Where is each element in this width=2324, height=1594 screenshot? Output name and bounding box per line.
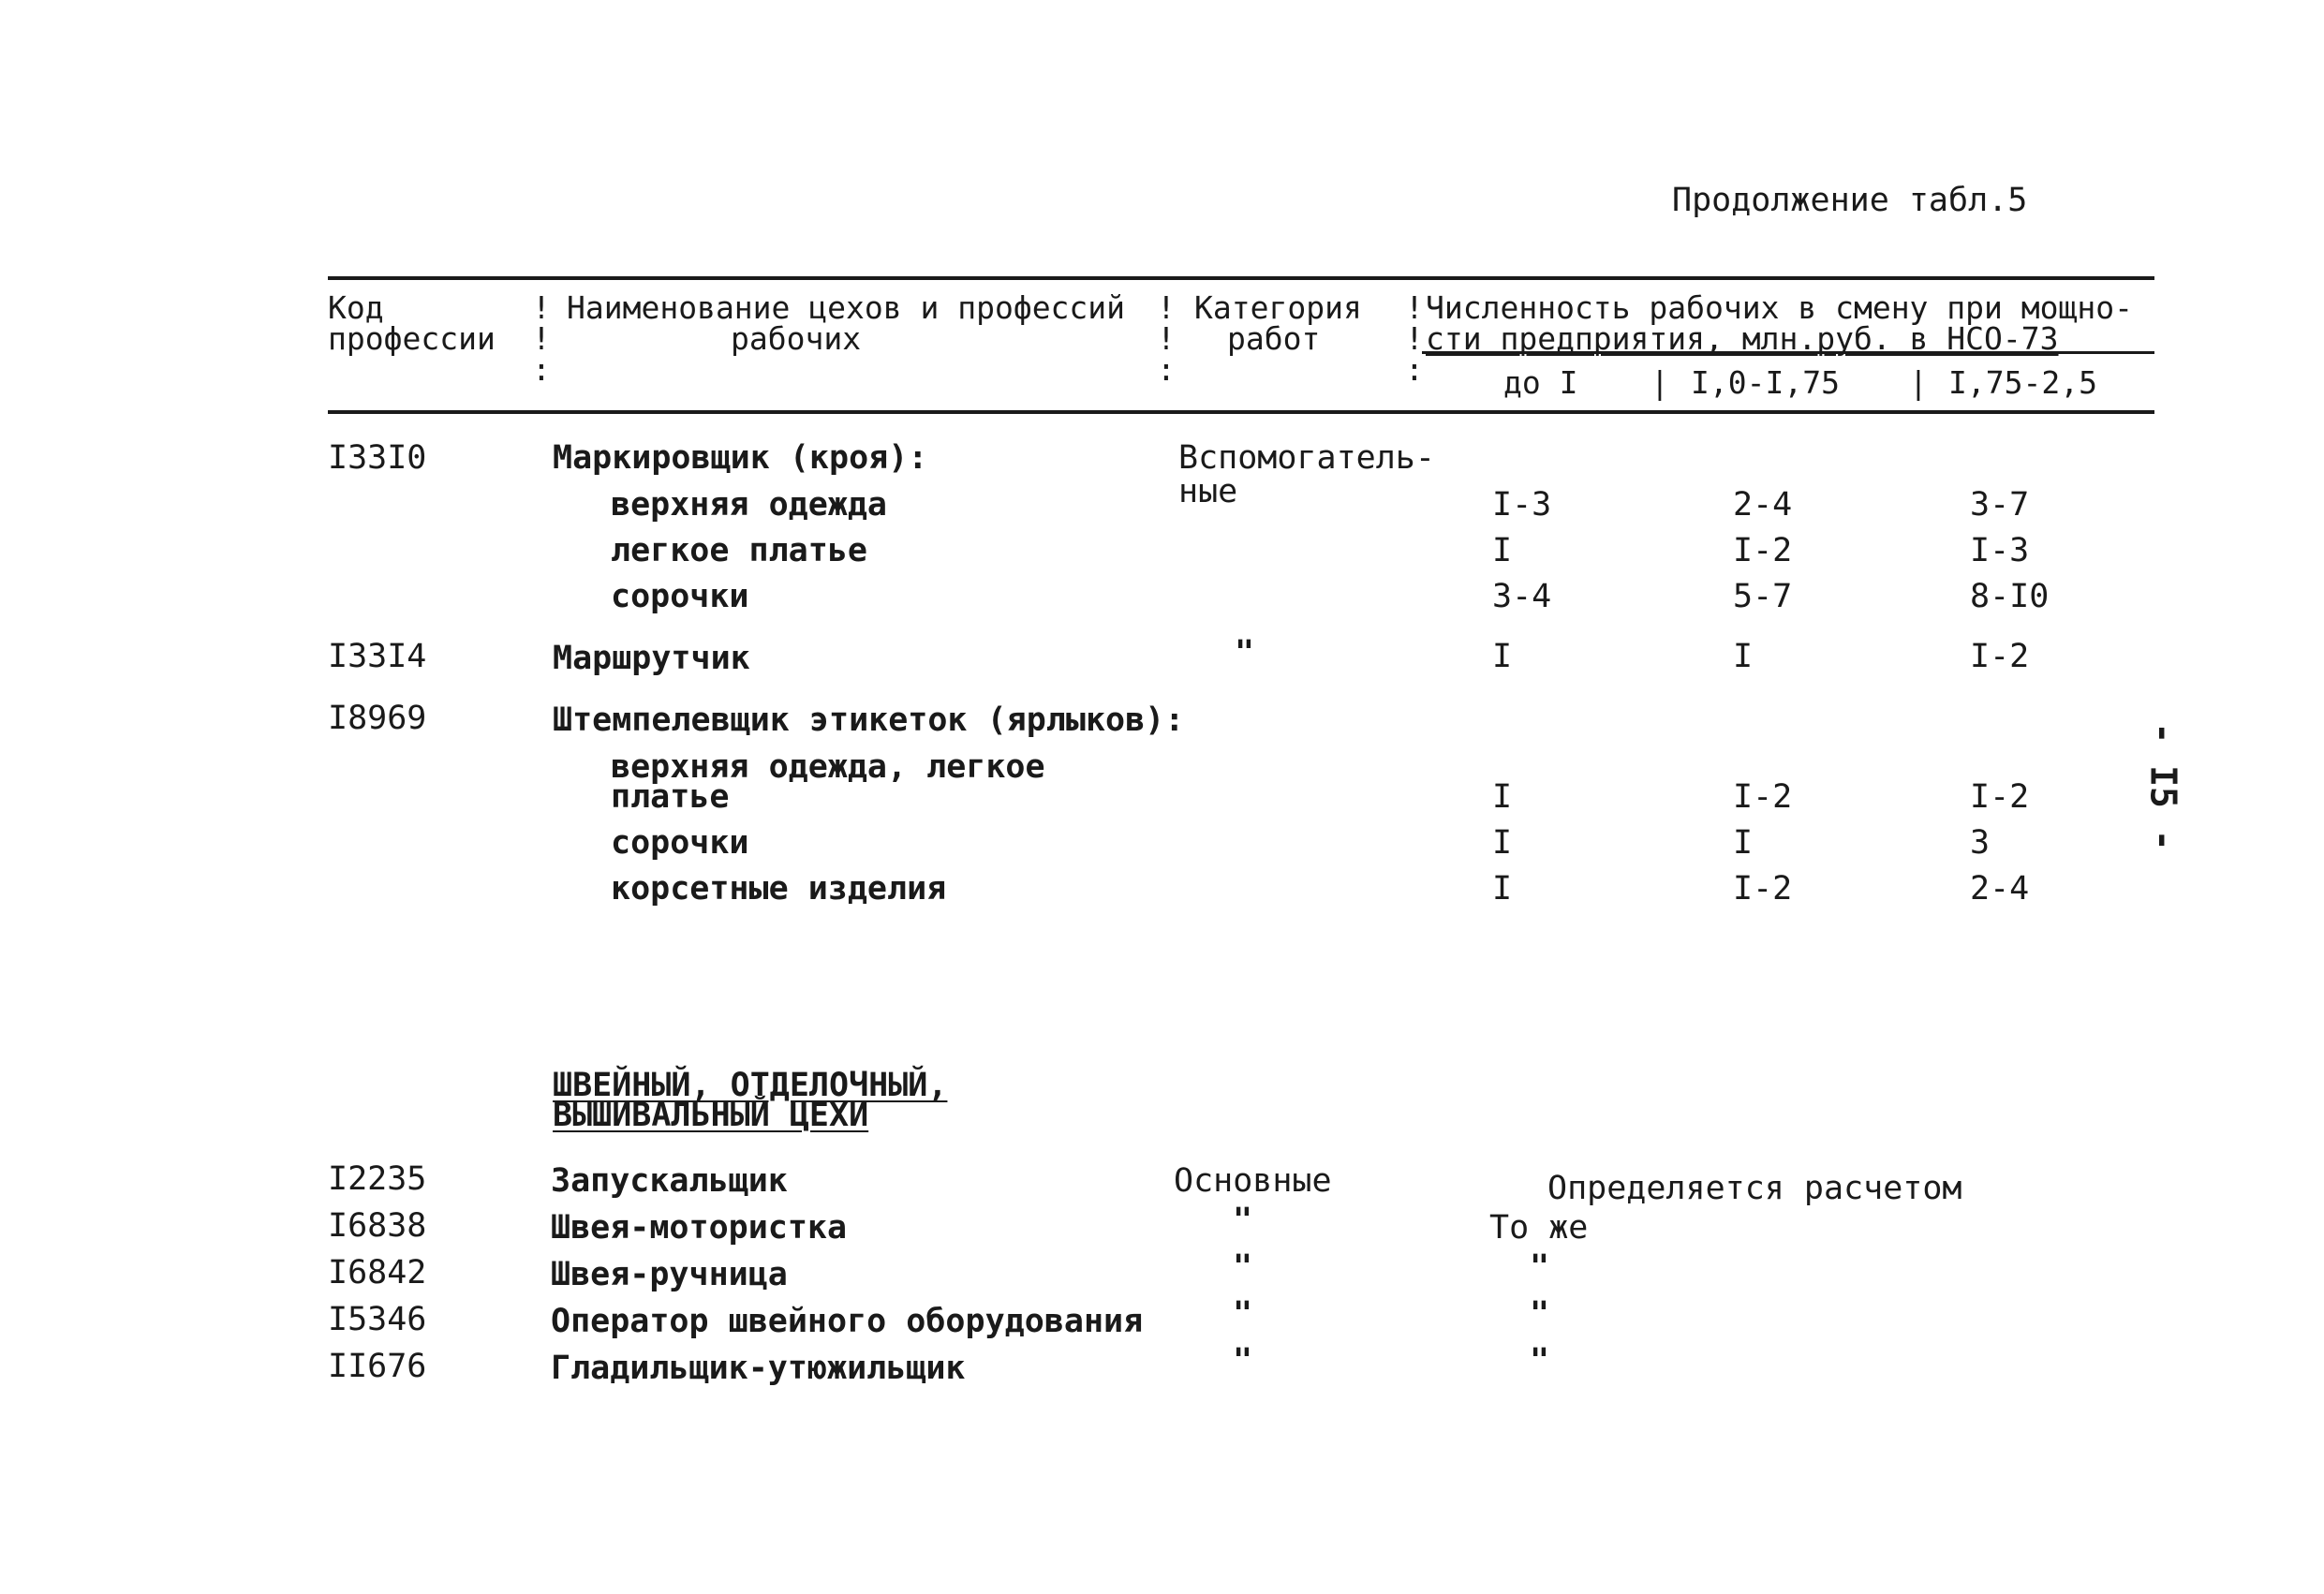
row-name: Маршрутчик bbox=[553, 640, 750, 677]
row-name: сорочки bbox=[611, 578, 749, 615]
header-count-line1: Численность рабочих в смену при мощно- bbox=[1426, 289, 2133, 326]
row-name: верхняя одежда bbox=[611, 486, 888, 524]
row-value-1: I bbox=[1492, 638, 1513, 675]
header-separator: ! ! : bbox=[532, 289, 551, 388]
header-count-line2: сти предприятия, млн.руб. в НСО-73 bbox=[1426, 320, 2059, 357]
table-caption: Продолжение табл.5 bbox=[1672, 182, 2028, 219]
header-separator: ! ! : bbox=[1405, 289, 1424, 388]
row-name: Штемпелевщик этикеток (ярлыков): bbox=[553, 701, 1185, 739]
header-name-line2: рабочих bbox=[731, 320, 862, 357]
row-value-1: I-3 bbox=[1492, 486, 1552, 524]
header-category-line2: работ bbox=[1227, 320, 1321, 357]
row-value-3: 3 bbox=[1970, 824, 1991, 862]
row-value-2: 2-4 bbox=[1733, 486, 1793, 524]
row-name: легкое платье bbox=[611, 532, 867, 569]
row2-category: " bbox=[1233, 1202, 1253, 1239]
row-name: верхняя одежда, легкое bbox=[611, 748, 1045, 786]
row2-category: " bbox=[1233, 1248, 1253, 1286]
header-subcol-3: I,75-2,5 bbox=[1948, 364, 2097, 401]
row2-value: " bbox=[1530, 1342, 1550, 1380]
header-subcol-2: I,0-I,75 bbox=[1691, 364, 1840, 401]
header-code-line2: профессии bbox=[328, 320, 496, 357]
row-value-2: I bbox=[1733, 638, 1754, 675]
row2-code: I5346 bbox=[328, 1301, 427, 1338]
row-value-1: I bbox=[1492, 532, 1513, 569]
row2-value: " bbox=[1530, 1248, 1550, 1286]
header-category-line1: Категория bbox=[1194, 289, 1362, 326]
row-name: Маркировщик (кроя): bbox=[553, 439, 928, 477]
row2-value: То же bbox=[1489, 1209, 1589, 1247]
row-name: платье bbox=[611, 778, 730, 816]
row-value-2: I bbox=[1733, 824, 1754, 862]
row-category: " bbox=[1235, 634, 1255, 672]
row-value-3: 2-4 bbox=[1970, 870, 2030, 908]
row-value-2: I-2 bbox=[1733, 778, 1793, 816]
row2-category: Основные bbox=[1174, 1162, 1332, 1200]
row2-value: Определяется расчетом bbox=[1547, 1170, 1962, 1207]
page-number: - I5 - bbox=[2143, 722, 2184, 851]
row-value-3: I-2 bbox=[1970, 638, 2030, 675]
header-bottom-rule bbox=[328, 410, 2154, 414]
row-category: Вспомогатель- bbox=[1178, 439, 1435, 477]
row-code: I33I4 bbox=[328, 638, 427, 675]
row2-category: " bbox=[1233, 1342, 1253, 1380]
row-value-1: I bbox=[1492, 778, 1513, 816]
row2-code: II676 bbox=[328, 1348, 427, 1385]
row-value-1: 3-4 bbox=[1492, 578, 1552, 615]
header-code-line1: Код bbox=[328, 289, 384, 326]
header-name-line1: Наименование цехов и профессий bbox=[567, 289, 1126, 326]
row-value-1: I bbox=[1492, 824, 1513, 862]
row-code: I8969 bbox=[328, 700, 427, 737]
row-code: I33I0 bbox=[328, 439, 427, 477]
row2-name: Швея-ручница bbox=[551, 1256, 788, 1293]
row2-name: Оператор швейного оборудования bbox=[551, 1303, 1144, 1340]
row-value-3: I-3 bbox=[1970, 532, 2030, 569]
row-value-2: 5-7 bbox=[1733, 578, 1793, 615]
row-name: корсетные изделия bbox=[611, 870, 947, 908]
section-title-line2: ВЫШИВАЛЬНЫЙ ЦЕХИ bbox=[553, 1097, 869, 1134]
header-separator: | bbox=[1650, 364, 1669, 401]
row2-name: Гладильщик-утюжильщик bbox=[551, 1350, 966, 1387]
row-value-1: I bbox=[1492, 870, 1513, 908]
row2-category: " bbox=[1233, 1295, 1253, 1333]
row-value-3: 8-I0 bbox=[1970, 578, 2050, 615]
row2-name: Запускальщик bbox=[551, 1162, 788, 1200]
row-value-2: I-2 bbox=[1733, 532, 1793, 569]
header-separator: ! ! : bbox=[1157, 289, 1176, 388]
header-separator: | bbox=[1909, 364, 1928, 401]
section-title-line1: ШВЕЙНЫЙ, ОТДЕЛОЧНЫЙ, bbox=[553, 1067, 948, 1104]
row2-name: Швея-мотористка bbox=[551, 1209, 848, 1247]
header-subcol-1: до I bbox=[1503, 364, 1578, 401]
row2-code: I6838 bbox=[328, 1207, 427, 1245]
row-value-3: I-2 bbox=[1970, 778, 2030, 816]
row-name: сорочки bbox=[611, 824, 749, 862]
row-value-3: 3-7 bbox=[1970, 486, 2030, 524]
row2-value: " bbox=[1530, 1295, 1550, 1333]
header-top-rule bbox=[328, 276, 2154, 280]
row2-code: I2235 bbox=[328, 1160, 427, 1198]
row-category: ные bbox=[1178, 473, 1238, 510]
row-value-2: I-2 bbox=[1733, 870, 1793, 908]
row2-code: I6842 bbox=[328, 1254, 427, 1291]
